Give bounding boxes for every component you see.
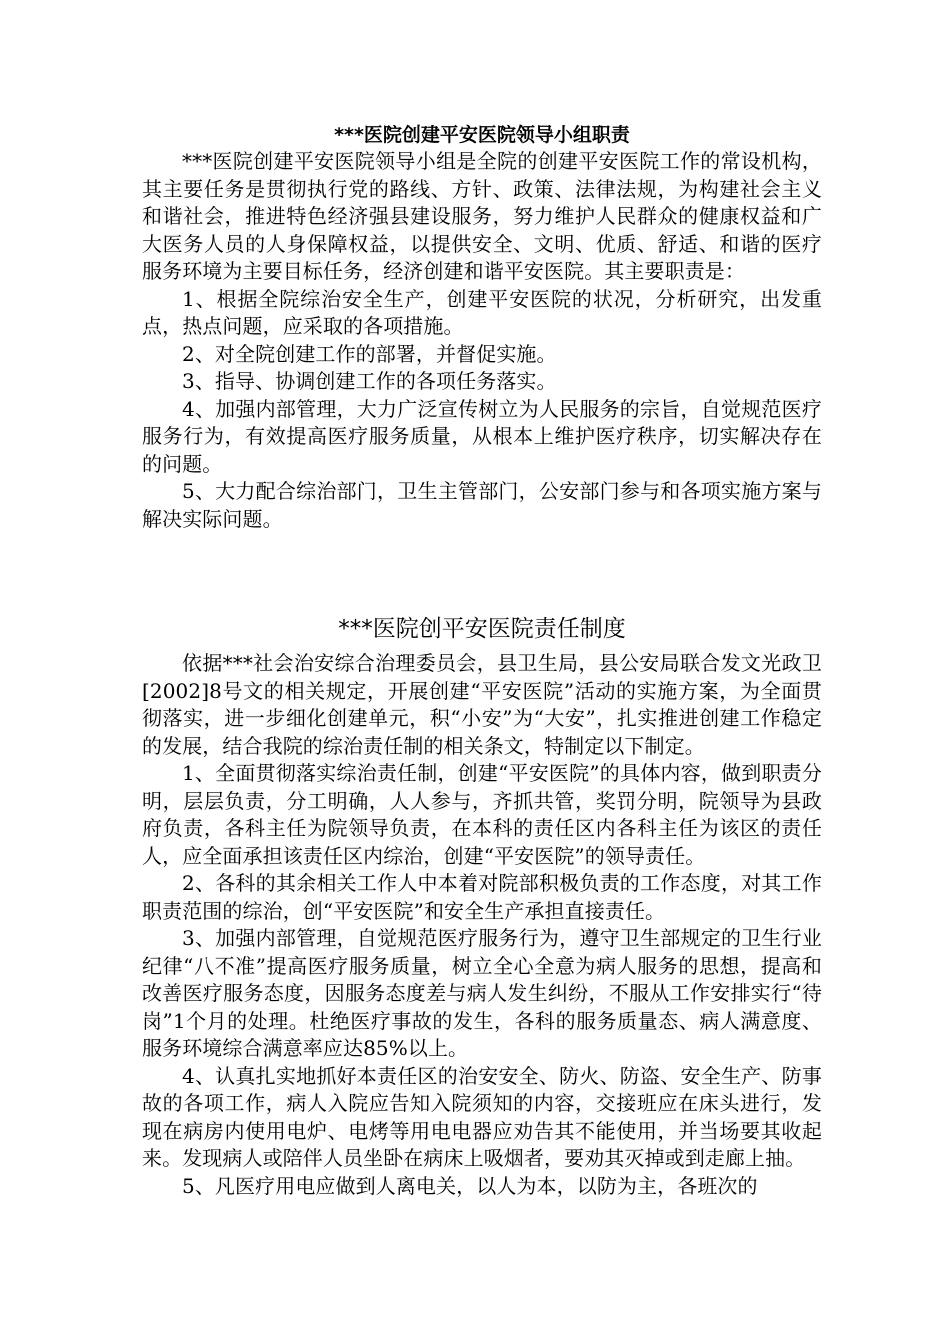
- paragraph-item-5: 5、凡医疗用电应做到人离电关，以人为本，以防为主，各班次的: [182, 1173, 758, 1198]
- paragraph-item-3: 3、加强内部管理，自觉规范医疗服务行为，遵守卫生部规定的卫生行业纪律“八不准”提高医疗服务质量，树立全心全意为病人服务的思想，提高和改善医疗服务态度，因服务态度差与病人发生纠纷，不服从工作安排实行“待岗”1个月的处理。杜绝医疗事故的发生，各科的服务质量态、病人满意度、服务环境综合满意率应达85%以上。: [142, 926, 822, 1060]
- paragraph-item-1: 1、根据全院综治安全生产，创建平安医院的状况，分析研究，出发重点，热点问题，应采取的各项措施。: [142, 286, 822, 338]
- section-title-wrap: [142, 614, 822, 644]
- paragraph-item-2: 2、对全院创建工作的部署，并督促实施。: [182, 341, 557, 366]
- paragraph-intro: 依据***社会治安综合治理委员会，县卫生局，县公安局联合发文光政卫[2002]8号文的相关规定，开展创建“平安医院”活动的实施方案，为全面贯彻落实，进一步细化创建单元，积“小安”为“大安”，扎实推进创建工作稳定的发展，结合我院的综治责任制的相关条文，特制定以下制定。: [142, 651, 822, 758]
- paragraph-item-1: 1、全面贯彻落实综治责任制，创建“平安医院”的具体内容，做到职责分明，层层负责，分工明确，人人参与，齐抓共管，奖罚分明，院领导为县政府负责，各科主任为院领导负责，在本科的责任区内各科主任为该区的责任人，应全面承担该责任区内综治，创建“平安医院”的领导责任。: [142, 761, 822, 868]
- paragraph-item-3: 3、指导、协调创建工作的各项任务落实。: [182, 369, 557, 393]
- section-title: ***医院创建平安医院领导小组职责: [334, 124, 630, 146]
- paragraph-item-4: 4、加强内部管理，大力广泛宣传树立为人民服务的宗旨，自觉规范医疗服务行为，有效提高医疗服务质量，从根本上维护医疗秩序，切实解决存在的问题。: [142, 396, 822, 476]
- paragraph-intro: ***医院创建平安医院领导小组是全院的创建平安医院工作的常设机构，其主要任务是贯彻执行党的路线、方针、政策、法律法规，为构建社会主义和谐社会，推进特色经济强县建设服务，努力维护人民群众的健康权益和广大医务人员的人身保障权益，以提供安全、文明、优质、舒适、和谐的医疗服务环境为主要目标任务，经济创建和谐平安医院。其主要职责是：: [142, 149, 822, 283]
- paragraph-item-2: 2、各科的其余相关工作人中本着对院部积极负责的工作态度，对其工作职责范围的综治，创“平安医院”和安全生产承担直接责任。: [142, 871, 822, 923]
- section-spacer: [142, 533, 822, 614]
- document-page: [142, 122, 822, 1200]
- section-responsibility-system: [142, 614, 822, 1200]
- paragraph-item-4: 4、认真扎实地抓好本责任区的治安安全、防火、防盗、安全生产、防事故的各项工作，病人入院应告知入院须知的内容，交接班应在床头进行，发现在病房内使用电炉、电烤等用电电器应劝告其不能使用，并当场要其收起来。发现病人或陪伴人员坐卧在病床上吸烟者，要劝其灭掉或到走廊上抽。: [142, 1063, 822, 1170]
- section-title: ***医院创平安医院责任制度: [338, 616, 626, 642]
- paragraph-item-5: 5、大力配合综治部门，卫生主管部门，公安部门参与和各项实施方案与解决实际问题。: [142, 479, 822, 531]
- section-leadership-duties: [142, 122, 822, 533]
